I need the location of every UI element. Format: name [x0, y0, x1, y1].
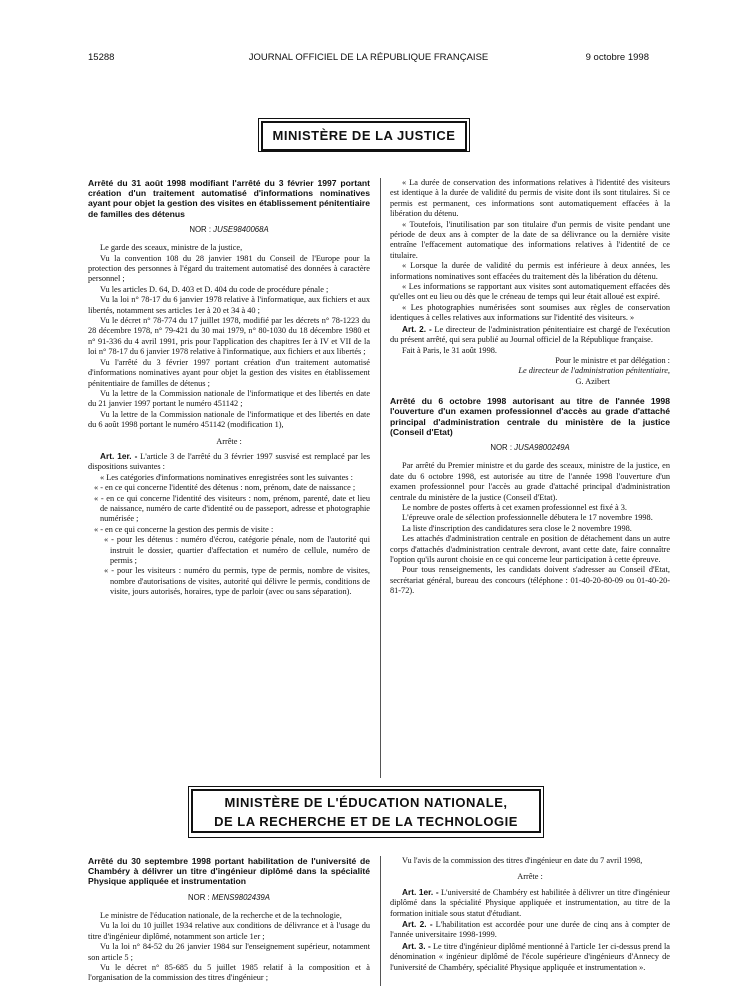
arrete-title: Arrêté du 6 octobre 1998 autorisant au titre de l'année 1998 l'ouverture d'un examen professionnel d'accès au grade d'attaché principal d'administration centrale du ministère de la justice (Conseil d'Etat): [390, 396, 670, 437]
paragraph: Vu la loi n° 84-52 du 26 janvier 1984 sur l'enseignement supérieur, notamment son article 5 ;: [88, 942, 370, 962]
nor-reference: [88, 225, 370, 235]
article-3: [390, 941, 670, 973]
paragraph: Par arrêté du Premier ministre et du garde des sceaux, ministre de la justice, en date du 6 octobre 1998, est autorisée au titre de l'année 1998 l'ouverture d'un examen professionnel pour l'accès au grade d'attaché principal d'administration centrale du ministère de la justice (Conseil d'Etat).: [390, 461, 670, 502]
article-2: [390, 324, 670, 346]
article-2: [390, 919, 670, 941]
article-label: Art. 2. -: [402, 919, 433, 930]
arrete-31-aout-right: [390, 178, 670, 597]
list-item: « - pour les visiteurs : numéro du permis, type de permis, nombre de visites, nombre d'autorisations de visites, autorité qui délivre le permis, conditions de visite, jours autorisés, horaires, type de parloir (avec ou sans séparation).: [104, 566, 370, 597]
paragraph: Vu la loi n° 78-17 du 6 janvier 1978 relative à l'informatique, aux fichiers et aux libertés, notamment ses articles 1er à 20 et 34 à 40 ;: [88, 295, 370, 315]
delegation-line: Pour le ministre et par délégation :: [555, 355, 670, 365]
paragraph: Vu le décret n° 85-685 du 5 juillet 1985 relatif à la composition et à l'organisation de la commission des titres d'ingénieur ;: [88, 963, 370, 983]
list-item: « - en ce qui concerne la gestion des permis de visite :: [94, 524, 274, 534]
page-header: [88, 52, 649, 63]
arrete-word: Arrête :: [216, 436, 242, 446]
paragraph: Vu la lettre de la Commission nationale de l'informatique et des libertés en date du 6 août 1998 portant le numéro 451142 (modification 1),: [88, 409, 370, 430]
paragraph: « La durée de conservation des informations relatives à l'identité des visiteurs est identique à la durée de validité du permis de visite dont ils sont titulaires. Si ce permis est permanent, ces informations sont automatiquement effacées à la libération du détenu.: [390, 178, 670, 219]
paragraph: Vu l'arrêté du 3 février 1997 portant création d'un traitement automatisé d'informations nominatives ayant pour objet la gestion des visites en établissement pénitentiaire de familles de détenus ;: [88, 357, 370, 388]
paragraph: Vu la loi du 10 juillet 1934 relative aux conditions de délivrance et à l'usage du titre d'ingénieur diplômé, notamment son article 1er ;: [88, 921, 370, 941]
article-text: L'article 3 de l'arrêté du 3 février 1997 susvisé est remplacé par les dispositions suivantes :: [88, 451, 370, 472]
issue-date: 9 octobre 1998: [585, 52, 649, 63]
paragraph: Pour tous renseignements, les candidats doivent s'adresser au Conseil d'Etat, secrétariat général, bureau des concours (téléphone : 01-40-20-80-09 ou 01-40-20-81-72).: [390, 565, 670, 596]
article-label: Art. 1er. -: [100, 450, 138, 461]
nor-code: JUSE9840068A: [213, 224, 269, 234]
paragraph: L'épreuve orale de sélection professionnelle débutera le 17 novembre 1998.: [402, 513, 653, 523]
nor-code: MENS9802439A: [211, 892, 270, 902]
paragraph: Vu les articles D. 64, D. 403 et D. 404 du code de procédure pénale ;: [100, 284, 329, 294]
ministry-justice-box: [258, 118, 470, 152]
nor-reference: [390, 443, 670, 453]
signatory-name: G. Azibert: [575, 376, 610, 386]
arrete-30-sept-right: [390, 856, 670, 973]
paragraph: Les attachés d'administration centrale en position de détachement dans un autre corps d'attachés d'administration centrale devront, avant cette date, faire connaître l'option qu'ils auront choisie en ce qui concerne leur participation à cette épreuve.: [390, 534, 670, 564]
article-text: L'université de Chambéry est habilitée à délivrer un titre d'ingénieur diplômé dans la spécialité Physique appliquée et instrumentation, au titre de la formation initiale sous statut d'étudiant.: [390, 887, 670, 918]
paragraph: « Les photographies numérisées sont soumises aux règles de conservation identiques à celles relatives aux informations sur l'identité des visiteurs. »: [390, 302, 670, 323]
article-label: Art. 3. -: [402, 940, 431, 951]
column-divider: [380, 178, 381, 778]
article-1: [88, 451, 370, 473]
journal-title: JOURNAL OFFICIEL DE LA RÉPUBLIQUE FRANÇAISE: [248, 52, 489, 63]
list-item: « - pour les détenus : numéro d'écrou, catégorie pénale, nom de l'autorité qui instruit le dossier, quartier d'affectation et numéro de cellule, numéro de permis ;: [104, 535, 370, 565]
paragraph: « Les catégories d'informations nominatives enregistrées sont les suivantes :: [100, 472, 353, 482]
article-text: L'habilitation est accordée pour une durée de cinq ans à compter de l'année universitaire 1998-1999.: [390, 920, 671, 940]
article-label: Art. 2. -: [402, 323, 432, 334]
ministry-education-line-2: DE LA RECHERCHE ET DE LA TECHNOLOGIE: [214, 814, 518, 829]
nor-label: NOR :: [188, 892, 210, 902]
list-item: « - en ce qui concerne l'identité des visiteurs : nom, prénom, parenté, date et lieu de naissance, numéro de carte d'identité ou de passeport, adresse et photographie numérisée ;: [94, 493, 370, 524]
page-number: 15288: [88, 52, 115, 63]
article-text: Le directeur de l'administration pénitentiaire est chargé de l'exécution du présent arrêté, qui sera publié au Journal officiel de la République française.: [390, 324, 670, 345]
paragraph: « Les informations se rapportant aux visites sont automatiquement effacées dès qu'elles ont eu lieu ou dès que le créneau de temps qui leur était alloué est expiré.: [390, 282, 670, 302]
ministry-education-line-1: MINISTÈRE DE L'ÉDUCATION NATIONALE,: [224, 795, 508, 810]
paragraph: La liste d'inscription des candidatures sera close le 2 novembre 1998.: [402, 523, 632, 533]
paragraph: Vu l'avis de la commission des titres d'ingénieur en date du 7 avril 1998,: [402, 856, 643, 865]
arrete-title: Arrêté du 31 août 1998 modifiant l'arrêté du 3 février 1997 portant création d'un traitement automatisé d'informations nominatives ayant pour objet la gestion des visites en établissement pénitentiaire de familles des détenus: [88, 178, 370, 219]
signatory-role: Le directeur de l'administration pénitentiaire,: [518, 366, 670, 376]
paragraph: Vu la convention 108 du 28 janvier 1981 du Conseil de l'Europe pour la protection des personnes à l'égard du traitement automatisé des données à caractère personnel ;: [88, 253, 370, 284]
paragraph: « Lorsque la durée de validité du permis est inférieure à deux années, les informations nominatives sont effacées du traitement dès la libération du détenu.: [390, 261, 670, 281]
arrete-title: Arrêté du 30 septembre 1998 portant habilitation de l'université de Chambéry à délivrer un titre d'ingénieur diplômé dans la spécialité Physique appliquée et instrumentation: [88, 856, 370, 887]
article-text: Le titre d'ingénieur diplômé mentionné à l'article 1er ci-dessus prend la dénomination « ingénieur diplômé de l'école supérieure d'ingénieurs d'Annecy de l'université de Chambéry, spécialité Physique appliquée et instrumentation ».: [390, 941, 670, 972]
paragraph: « Toutefois, l'inutilisation par son titulaire d'un permis de visite pendant une période de deux ans à compter de la date de sa délivrance ou la dernière visite entraîne l'effacement automatique des informations relatives à l'identité de ce titulaire.: [390, 219, 670, 260]
list-item: « - en ce qui concerne l'identité des détenus : nom, prénom, date de naissance ;: [94, 483, 356, 493]
paragraph: Le ministre de l'éducation nationale, de la recherche et de la technologie,: [100, 911, 342, 921]
arrete-30-sept-left: [88, 856, 370, 984]
ministry-education-box: [188, 786, 544, 838]
nor-label: NOR :: [490, 442, 512, 452]
divider: [390, 391, 670, 392]
nor-label: NOR :: [189, 224, 211, 234]
article-label: Art. 1er. -: [402, 886, 439, 897]
paragraph: Vu la lettre de la Commission nationale de l'informatique et des libertés en date du 21 janvier 1997 portant le numéro 451142 ;: [88, 388, 370, 409]
fait-line: Fait à Paris, le 31 août 1998.: [402, 345, 497, 355]
article-1: [390, 887, 670, 919]
paragraph: Le nombre de postes offerts à cet examen professionnel est fixé à 3.: [402, 502, 627, 512]
ministry-justice-title: MINISTÈRE DE LA JUSTICE: [261, 121, 467, 151]
ministry-education-title: [191, 789, 541, 833]
arrete-word: Arrête :: [517, 872, 543, 882]
nor-reference: [88, 893, 370, 903]
paragraph: Vu le décret n° 78-774 du 17 juillet 1978, modifié par les décrets n° 78-1223 du 28 décembre 1978, n° 79-421 du 30 mai 1979, n° 80-1030 du 18 décembre 1980 et n° 91-336 du 4 avril 1991, pris pour l'application des chapitres Ier à IV et VII de la loi n° 78-17 du 6 janvier 1978 relative à l'informatique, aux fichiers et aux libertés ;: [88, 316, 370, 357]
column-divider: [380, 856, 381, 986]
paragraph: Le garde des sceaux, ministre de la justice,: [100, 243, 243, 253]
nor-code: JUSA9800249A: [514, 442, 570, 452]
arrete-31-aout-left: [88, 178, 370, 598]
